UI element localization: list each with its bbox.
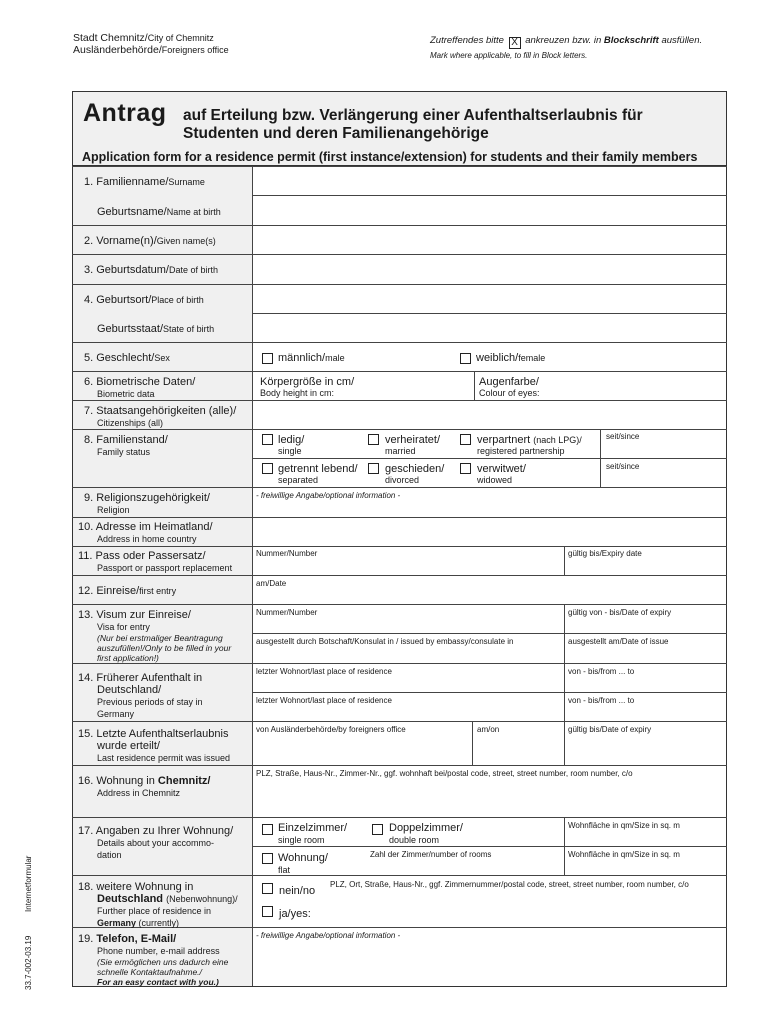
row-line bbox=[72, 604, 727, 605]
period-label-1: von - bis/from ... to bbox=[568, 667, 635, 676]
row-line bbox=[252, 195, 727, 196]
row-line bbox=[252, 633, 727, 634]
fill-instructions bbox=[430, 34, 702, 62]
last-residence-label-1: letzter Wohnort/last place of residence bbox=[256, 667, 392, 676]
label-state-of-birth: Geburtsstaat/State of birth bbox=[97, 323, 215, 335]
visa-issue-date-label: ausgestellt am/Date of issue bbox=[568, 637, 669, 646]
instr-en: Mark where applicable, to fill in Block letters. bbox=[430, 51, 588, 60]
office-line2-en: Foreigners office bbox=[161, 45, 229, 55]
row-line bbox=[252, 458, 727, 459]
row-line bbox=[72, 487, 727, 488]
row-line bbox=[252, 846, 727, 847]
partnership-label: verpartnert (nach LPG)/ registered partnership bbox=[477, 434, 582, 456]
single-label: ledig/ single bbox=[278, 434, 305, 456]
since-label-2: seit/since bbox=[606, 462, 640, 471]
checked-box-icon: X bbox=[509, 37, 521, 49]
female-checkbox[interactable] bbox=[460, 353, 471, 364]
row-line bbox=[252, 313, 727, 314]
flat-size-label: Wohnfläche in qm/Size in sq. m bbox=[568, 850, 680, 859]
cell-divider bbox=[564, 663, 565, 721]
label-column bbox=[73, 166, 253, 986]
row-line bbox=[72, 254, 727, 255]
row-line bbox=[72, 517, 727, 518]
double-room-checkbox[interactable] bbox=[372, 824, 383, 835]
visa-validity-label: gültig von - bis/Date of expiry bbox=[568, 608, 672, 617]
permit-office-label: von Ausländerbehörde/by foreigners office bbox=[256, 725, 406, 734]
single-room-checkbox[interactable] bbox=[262, 824, 273, 835]
form-subtitle bbox=[183, 107, 643, 143]
no-label: nein/no bbox=[279, 885, 316, 897]
height-field-label: Körpergröße in cm/ Body height in cm: bbox=[260, 376, 355, 398]
label-date-of-birth: 3. Geburtsdatum/Date of birth bbox=[84, 264, 219, 276]
label-family-status: 8. Familienstand/ Family status bbox=[84, 434, 168, 457]
label-last-permit: 15. Letzte Aufenthaltserlaubnis wurde erteilt/ Last residence permit was issued bbox=[78, 728, 231, 763]
label-religion: 9. Religionszugehörigkeit/ Religion bbox=[84, 492, 210, 515]
instr-mid: ankreuzen bzw. in bbox=[525, 35, 602, 46]
row-line bbox=[72, 575, 727, 576]
column-divider bbox=[252, 166, 253, 986]
passport-number-label: Nummer/Number bbox=[256, 549, 318, 558]
widowed-label: verwitwet/ widowed bbox=[477, 463, 526, 485]
row-line bbox=[72, 284, 727, 285]
label-biometric: 6. Biometrische Daten/ Biometric data bbox=[84, 376, 196, 399]
cell-divider bbox=[564, 604, 565, 663]
separated-checkbox[interactable] bbox=[262, 463, 273, 474]
male-label: männlich/male bbox=[278, 352, 345, 364]
row-line bbox=[72, 875, 727, 876]
label-entry: 12. Einreise/first entry bbox=[78, 585, 177, 597]
row-line bbox=[72, 371, 727, 372]
label-place-of-birth: 4. Geburtsort/Place of birth bbox=[84, 294, 204, 306]
cell-divider bbox=[600, 429, 601, 487]
label-phone-email: 19. Telefon, E-Mail/ Phone number, e-mail address (Sie ermöglichen uns dadurch eine schnelle Kontaktaufnahme./ For an easy contact with you.) bbox=[78, 933, 229, 987]
row-line bbox=[72, 342, 727, 343]
passport-expiry-label: gültig bis/Expiry date bbox=[568, 549, 642, 558]
cell-divider bbox=[474, 371, 475, 400]
yes-label: ja/yes: bbox=[279, 908, 311, 920]
office-line2-de: Ausländerbehörde/ bbox=[73, 44, 162, 56]
permit-date-label: am/on bbox=[477, 725, 500, 734]
period-label-2: von - bis/from ... to bbox=[568, 696, 635, 705]
row-line bbox=[72, 166, 727, 167]
separated-label: getrennt lebend/ separated bbox=[278, 463, 358, 485]
label-passport: 11. Pass oder Passersatz/ Passport or passport replacement bbox=[78, 550, 233, 573]
room-size-label: Wohnfläche in qm/Size in sq. m bbox=[568, 821, 680, 830]
instr-post: ausfüllen. bbox=[661, 35, 703, 46]
row-line bbox=[72, 546, 727, 547]
row-line bbox=[72, 721, 727, 722]
instr-bold: Blockschrift bbox=[603, 35, 659, 46]
yes-further-residence-checkbox[interactable] bbox=[262, 906, 273, 917]
contact-optional-note: - freiwillige Angabe/optional information - bbox=[256, 931, 401, 940]
row-line bbox=[72, 225, 727, 226]
divorced-label: geschieden/ divorced bbox=[385, 463, 445, 485]
subtitle-line1: auf Erteilung bzw. Verlängerung einer Aufenthaltserlaubnis für bbox=[183, 107, 643, 124]
label-address-chemnitz: 16. Wohnung in Chemnitz/ Address in Chemnitz bbox=[78, 775, 211, 798]
single-room-label: Einzelzimmer/ single room bbox=[278, 822, 348, 845]
label-citizenships: 7. Staatsangehörigkeiten (alle)/ Citizenships (all) bbox=[84, 405, 237, 428]
row-line bbox=[72, 765, 727, 766]
row-line bbox=[72, 663, 727, 664]
label-sex: 5. Geschlecht/Sex bbox=[84, 352, 170, 364]
entry-date-label: am/Date bbox=[256, 579, 287, 588]
male-checkbox[interactable] bbox=[262, 353, 273, 364]
form-title: Antrag bbox=[83, 99, 167, 127]
last-residence-label-2: letzter Wohnort/last place of residence bbox=[256, 696, 392, 705]
label-birth-name: Geburtsname/Name at birth bbox=[97, 206, 221, 218]
office-header bbox=[73, 32, 229, 56]
religion-optional-note: - freiwillige Angabe/optional information - bbox=[256, 491, 401, 500]
office-line1-en: City of Chemnitz bbox=[147, 33, 214, 43]
cell-divider bbox=[564, 546, 565, 575]
cell-divider bbox=[472, 721, 473, 765]
visa-issued-by-label: ausgestellt durch Botschaft/Konsulat in / issued by embassy/consulate in bbox=[256, 637, 514, 646]
cell-divider bbox=[564, 721, 565, 765]
widowed-checkbox[interactable] bbox=[460, 463, 471, 474]
married-label: verheiratet/ married bbox=[385, 434, 441, 456]
office-line1-de: Stadt Chemnitz/ bbox=[73, 32, 148, 44]
row-line bbox=[72, 817, 727, 818]
single-checkbox[interactable] bbox=[262, 434, 273, 445]
label-accommodation: 17. Angaben zu Ihrer Wohnung/ Details about your accommo- dation bbox=[78, 825, 234, 860]
partnership-checkbox[interactable] bbox=[460, 434, 471, 445]
since-label-1: seit/since bbox=[606, 432, 640, 441]
row-line bbox=[72, 429, 727, 430]
label-visa: 13. Visum zur Einreise/ Visa for entry (Nur bei erstmaliger Beantragung auszufüllen!/Only to be filled in your first application!) bbox=[78, 609, 232, 663]
label-previous-stay: 14. Früherer Aufenthalt in Deutschland/ Previous periods of stay in Germany bbox=[78, 672, 203, 719]
form-type-label: Internetformular bbox=[24, 855, 33, 912]
permit-expiry-label: gültig bis/Date of expiry bbox=[568, 725, 652, 734]
cell-divider bbox=[564, 817, 565, 875]
double-room-label: Doppelzimmer/ double room bbox=[389, 822, 463, 845]
label-surname: 1. Familienname/Surname bbox=[84, 176, 205, 188]
divorced-checkbox[interactable] bbox=[368, 463, 379, 474]
eye-colour-field-label: Augenfarbe/ Colour of eyes: bbox=[479, 376, 540, 398]
row-line bbox=[252, 692, 727, 693]
label-given-names: 2. Vorname(n)/Given name(s) bbox=[84, 235, 216, 247]
visa-number-label: Nummer/Number bbox=[256, 608, 318, 617]
female-label: weiblich/female bbox=[476, 352, 546, 364]
no-further-residence-checkbox[interactable] bbox=[262, 883, 273, 894]
chemnitz-address-field-label: PLZ, Straße, Haus-Nr., Zimmer-Nr., ggf. wohnhaft bei/postal code, street, street number, room number, c/o bbox=[256, 769, 633, 778]
form-title-english: Application form for a residence permit (first instance/extension) for students and their family members bbox=[82, 150, 698, 164]
subtitle-line2: Studenten und deren Familienangehörige bbox=[183, 125, 489, 142]
flat-label: Wohnung/ flat bbox=[278, 852, 328, 875]
instr-pre: Zutreffendes bitte bbox=[430, 35, 504, 46]
married-checkbox[interactable] bbox=[368, 434, 379, 445]
label-home-address: 10. Adresse im Heimatland/ Address in home country bbox=[78, 521, 213, 544]
further-residence-field-label: PLZ, Ort, Straße, Haus-Nr., ggf. Zimmernummer/postal code, street, street number, room number, c/o bbox=[330, 880, 689, 889]
form-code-label: 33.7-002-03.19 bbox=[24, 935, 33, 990]
number-of-rooms-label: Zahl der Zimmer/number of rooms bbox=[370, 850, 492, 859]
flat-checkbox[interactable] bbox=[262, 853, 273, 864]
label-further-residence: 18. weitere Wohnung in Deutschland (Nebenwohnung)/ Further place of residence in Germany (currently) bbox=[78, 881, 238, 928]
row-line bbox=[72, 400, 727, 401]
